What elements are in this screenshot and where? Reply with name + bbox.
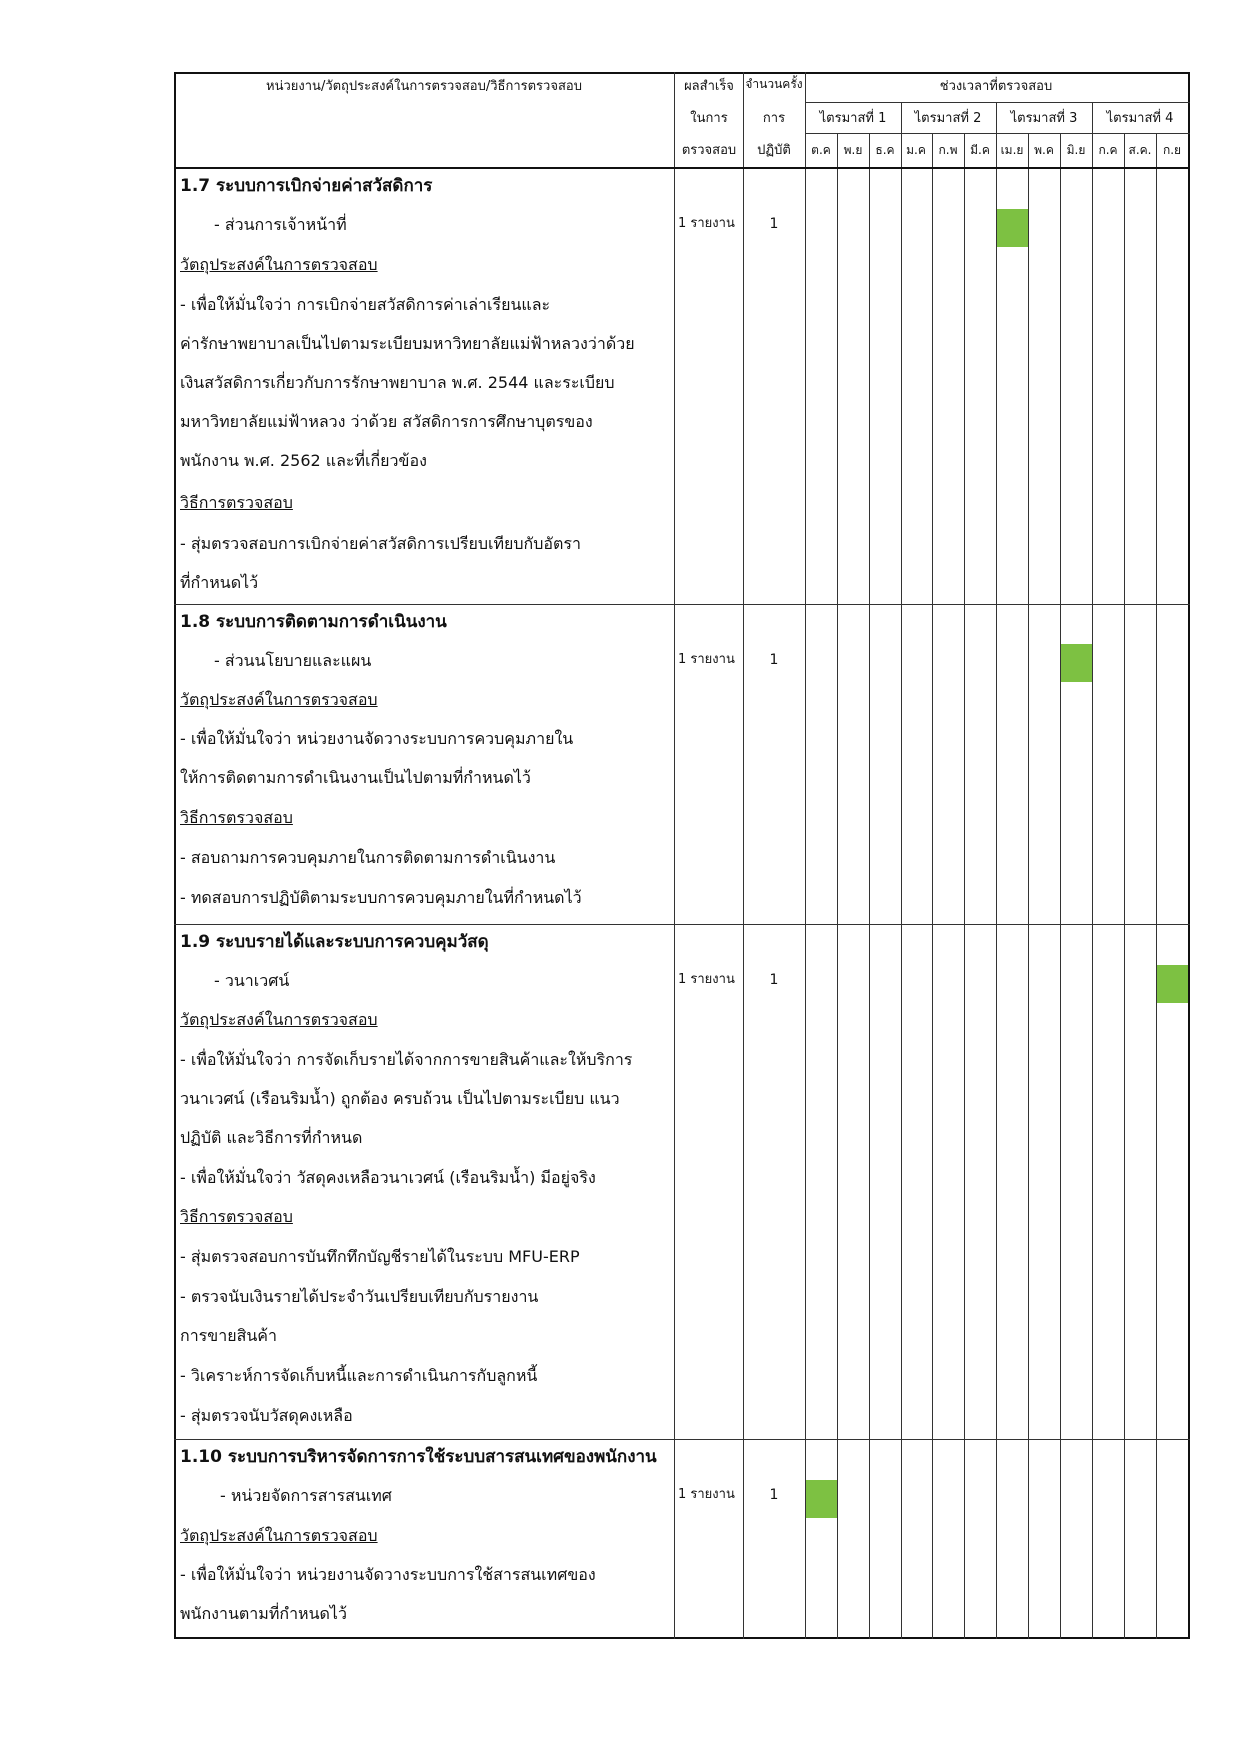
objective-line: ค่ารักษาพยาบาลเป็นไปตามระเบียบมหาวิทยาลัยแม่ฟ้าหลวงว่าด้วย <box>180 334 635 353</box>
header-result-line2: ในการ <box>690 111 728 126</box>
month-divider <box>869 133 870 1639</box>
header-month: เม.ย <box>1000 143 1024 157</box>
header-month: มี.ค <box>970 143 990 157</box>
header-month: ธ.ค <box>875 143 895 157</box>
section-unit: - วนาเวศน์ <box>214 971 290 990</box>
header-result-line1: ผลสำเร็จ <box>684 79 734 94</box>
month-divider <box>964 133 965 1639</box>
objective-line: พนักงาน พ.ศ. 2562 และที่เกี่ยวข้อง <box>180 451 427 470</box>
month-divider <box>1060 133 1061 1639</box>
section-result: 1 รายงาน <box>678 972 735 987</box>
method-line: - ตรวจนับเงินรายได้ประจำวันเปรียบเทียบกับรายงาน <box>180 1287 539 1306</box>
header-count-line2: การ <box>762 111 786 126</box>
method-line: - สุ่มตรวจสอบการเบิกจ่ายค่าสวัสดิการเปรียบเทียบกับอัตรา <box>180 534 581 553</box>
method-line: - ทดสอบการปฏิบัติตามระบบการควบคุมภายในที่กำหนดไว้ <box>180 888 582 907</box>
section-unit: - ส่วนนโยบายและแผน <box>214 651 372 670</box>
section-divider <box>174 924 1190 925</box>
header-quarter-3: ไตรมาสที่ 3 <box>1010 111 1078 126</box>
month-divider <box>932 133 933 1639</box>
period-header-line <box>805 102 1190 103</box>
section-title: 1.10 ระบบการบริหารจัดการการใช้ระบบสารสนเทศของพนักงาน <box>180 1447 657 1467</box>
method-line: - วิเคราะห์การจัดเก็บหนี้และการดำเนินการกับลูกหนี้ <box>180 1366 538 1385</box>
table-border-top <box>174 72 1190 74</box>
schedule-mark <box>806 1480 837 1518</box>
section-title: 1.8 ระบบการติดตามการดำเนินงาน <box>180 612 447 632</box>
section-result: 1 รายงาน <box>678 216 735 231</box>
method-line: ที่กำหนดไว้ <box>180 573 259 592</box>
section-unit: - หน่วยจัดการสารสนเทศ <box>220 1486 392 1505</box>
objective-line: ให้การติดตามการดำเนินงานเป็นไปตามที่กำหนดไว้ <box>180 768 531 787</box>
table-border-right <box>1188 72 1190 1639</box>
audit-plan-table <box>174 72 1190 1639</box>
objective-line: ปฏิบัติ และวิธีการที่กำหนด <box>180 1128 363 1147</box>
header-count-line3: ปฏิบัติ <box>757 143 791 158</box>
table-border-bottom <box>174 1637 1190 1639</box>
quarter-divider <box>1092 102 1093 1639</box>
header-month: ก.ค <box>1098 143 1118 157</box>
section-result: 1 รายงาน <box>678 652 735 667</box>
objective-line: - เพื่อให้มั่นใจว่า การเบิกจ่ายสวัสดิการค่าเล่าเรียนและ <box>180 295 551 314</box>
header-month: มิ.ย <box>1066 143 1086 157</box>
header-bottom-line <box>174 167 1190 169</box>
method-heading: วิธีการตรวจสอบ <box>180 808 293 827</box>
col-divider-activity <box>674 72 675 1639</box>
objective-heading: วัตถุประสงค์ในการตรวจสอบ <box>180 1010 378 1029</box>
section-title: 1.7 ระบบการเบิกจ่ายค่าสวัสดิการ <box>180 176 433 196</box>
objective-line: - เพื่อให้มั่นใจว่า หน่วยงานจัดวางระบบการควบคุมภายใน <box>180 729 574 748</box>
header-count-line1: จำนวนครั้ง <box>745 77 803 91</box>
method-line: - สอบถามการควบคุมภายในการติดตามการดำเนินงาน <box>180 848 556 867</box>
schedule-mark <box>997 209 1028 247</box>
method-heading: วิธีการตรวจสอบ <box>180 1207 293 1226</box>
section-unit: - ส่วนการเจ้าหน้าที่ <box>214 215 347 234</box>
section-result: 1 รายงาน <box>678 1487 735 1502</box>
schedule-mark <box>1157 965 1188 1003</box>
month-divider <box>1156 133 1157 1639</box>
objective-line: - เพื่อให้มั่นใจว่า การจัดเก็บรายได้จากการขายสินค้าและให้บริการ <box>180 1050 633 1069</box>
objective-line: - เพื่อให้มั่นใจว่า หน่วยงานจัดวางระบบการใช้สารสนเทศของ <box>180 1565 596 1584</box>
method-line: - สุ่มตรวจสอบการบันทึกทึกบัญชีรายได้ในระบบ MFU-ERP <box>180 1247 580 1266</box>
objective-line: วนาเวศน์ (เรือนริมน้ำ) ถูกต้อง ครบถ้วน เป็นไปตามระเบียบ แนว <box>180 1089 620 1108</box>
header-quarter-1: ไตรมาสที่ 1 <box>819 111 887 126</box>
header-period: ช่วงเวลาที่ตรวจสอบ <box>939 79 1053 94</box>
quarter-header-line <box>805 133 1190 134</box>
objective-heading: วัตถุประสงค์ในการตรวจสอบ <box>180 255 378 274</box>
section-count: 1 <box>769 1487 779 1503</box>
section-divider <box>174 1439 1190 1440</box>
header-month: ต.ค <box>811 143 831 157</box>
objective-heading: วัตถุประสงค์ในการตรวจสอบ <box>180 690 378 709</box>
section-title: 1.9 ระบบรายได้และระบบการควบคุมวัสดุ <box>180 932 489 952</box>
header-quarter-2: ไตรมาสที่ 2 <box>914 111 982 126</box>
section-count: 1 <box>769 972 779 988</box>
table-border-left <box>174 72 176 1639</box>
header-month: ม.ค <box>906 143 926 157</box>
schedule-mark <box>1061 644 1092 682</box>
month-divider <box>837 133 838 1639</box>
header-activity: หน่วยงาน/วัตถุประสงค์ในการตรวจสอบ/วิธีการตรวจสอบ <box>266 79 582 94</box>
objective-line: เงินสวัสดิการเกี่ยวกับการรักษาพยาบาล พ.ศ. 2544 และระเบียบ <box>180 373 615 392</box>
objective-line: พนักงานตามที่กำหนดไว้ <box>180 1604 347 1623</box>
header-month: ส.ค. <box>1128 143 1152 157</box>
header-month: ก.ย <box>1162 143 1182 157</box>
section-count: 1 <box>769 216 779 232</box>
quarter-divider <box>996 102 997 1639</box>
section-divider <box>174 604 1190 605</box>
header-month: ก.พ <box>938 143 958 157</box>
header-month: พ.ย <box>843 143 863 157</box>
header-quarter-4: ไตรมาสที่ 4 <box>1106 111 1174 126</box>
month-divider <box>1028 133 1029 1639</box>
header-month: พ.ค <box>1034 143 1054 157</box>
method-heading: วิธีการตรวจสอบ <box>180 493 293 512</box>
month-divider <box>1124 133 1125 1639</box>
objective-line: - เพื่อให้มั่นใจว่า วัสดุคงเหลือวนาเวศน์ (เรือนริมน้ำ) มีอยู่จริง <box>180 1168 596 1187</box>
objective-line: มหาวิทยาลัยแม่ฟ้าหลวง ว่าด้วย สวัสดิการการศึกษาบุตรของ <box>180 412 593 431</box>
quarter-divider <box>901 102 902 1639</box>
header-result-line3: ตรวจสอบ <box>681 143 737 158</box>
section-count: 1 <box>769 652 779 668</box>
col-divider-count <box>805 72 806 1639</box>
method-line: - สุ่มตรวจนับวัสดุคงเหลือ <box>180 1406 353 1425</box>
col-divider-result <box>743 72 744 1639</box>
method-line: การขายสินค้า <box>180 1326 277 1345</box>
objective-heading: วัตถุประสงค์ในการตรวจสอบ <box>180 1526 378 1545</box>
